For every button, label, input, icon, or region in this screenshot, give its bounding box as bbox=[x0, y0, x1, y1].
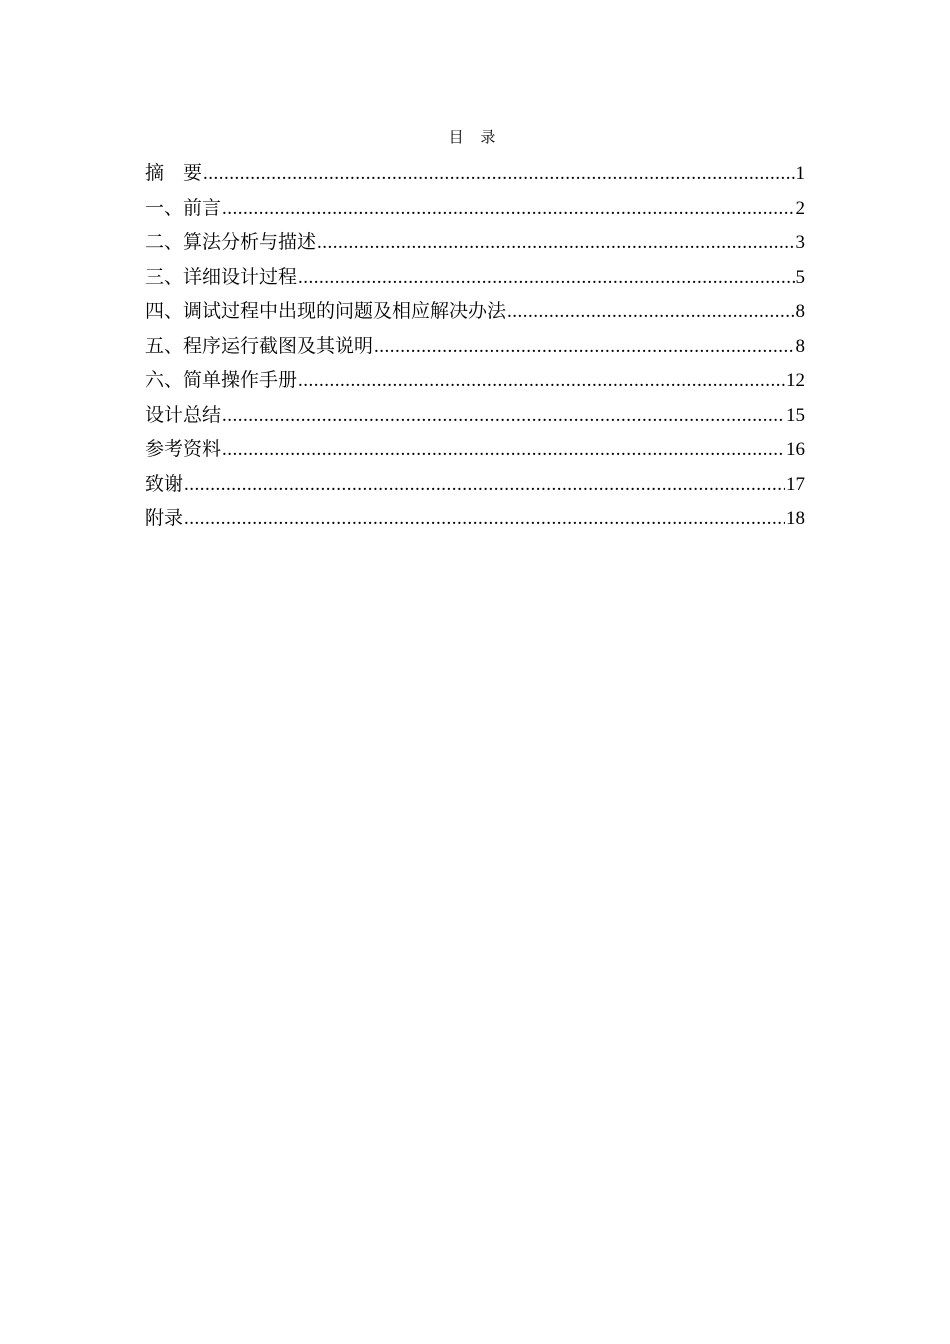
toc-entry[interactable] bbox=[145, 156, 805, 191]
toc-leader-dots bbox=[184, 468, 785, 503]
toc-entry-label: 致谢 bbox=[145, 472, 184, 495]
toc-entry-label: 参考资料 bbox=[145, 438, 222, 460]
toc-leader-dots bbox=[507, 295, 794, 330]
toc-entry-page: 8 bbox=[795, 301, 805, 322]
toc-entry-label: 五、程序运行截图及其说明 bbox=[145, 334, 374, 357]
toc-leader-dots bbox=[184, 502, 785, 537]
toc-entry-label: 三、详细设计过程 bbox=[145, 265, 298, 288]
toc-entry-label: 一、前言 bbox=[145, 196, 222, 219]
toc-entry[interactable] bbox=[145, 501, 805, 536]
toc-leader-dots bbox=[222, 399, 785, 434]
toc-entry-page: 1 bbox=[795, 163, 805, 184]
toc-entry-label: 六、简单操作手册 bbox=[145, 369, 298, 391]
toc-entry[interactable] bbox=[145, 191, 805, 226]
toc-entry-page: 15 bbox=[786, 404, 805, 426]
toc-entry-page: 16 bbox=[786, 439, 805, 460]
toc-entry[interactable] bbox=[145, 225, 805, 260]
toc-entry[interactable] bbox=[145, 432, 805, 467]
toc-leader-dots bbox=[317, 226, 794, 261]
toc-leader-dots bbox=[222, 433, 785, 468]
toc-entry[interactable] bbox=[145, 260, 805, 295]
toc-entry-page: 5 bbox=[795, 266, 805, 288]
toc-entry-page: 3 bbox=[795, 232, 805, 253]
toc-leader-dots bbox=[298, 261, 794, 296]
toc-entry[interactable] bbox=[145, 398, 805, 433]
toc-entry-page: 2 bbox=[795, 197, 805, 219]
toc-leader-dots bbox=[374, 330, 794, 365]
toc-entry-label: 设计总结 bbox=[145, 403, 222, 426]
toc-entry-label: 附录 bbox=[145, 507, 184, 529]
toc-leader-dots bbox=[222, 192, 794, 227]
table-of-contents bbox=[145, 156, 805, 536]
toc-entry[interactable] bbox=[145, 467, 805, 502]
toc-entry-page: 8 bbox=[795, 335, 805, 357]
toc-entry-page: 18 bbox=[786, 508, 805, 529]
toc-entry[interactable] bbox=[145, 294, 805, 329]
toc-entry-page: 12 bbox=[786, 370, 805, 391]
toc-entry-page: 17 bbox=[786, 473, 805, 495]
toc-entry-label: 二、算法分析与描述 bbox=[145, 231, 317, 253]
toc-leader-dots bbox=[203, 157, 794, 192]
toc-leader-dots bbox=[298, 364, 785, 399]
toc-entry-label: 四、调试过程中出现的问题及相应解决办法 bbox=[145, 300, 507, 322]
toc-entry-label: 摘 要 bbox=[145, 162, 203, 184]
toc-entry[interactable] bbox=[145, 329, 805, 364]
toc-title: 目 录 bbox=[448, 128, 502, 146]
toc-entry[interactable] bbox=[145, 363, 805, 398]
